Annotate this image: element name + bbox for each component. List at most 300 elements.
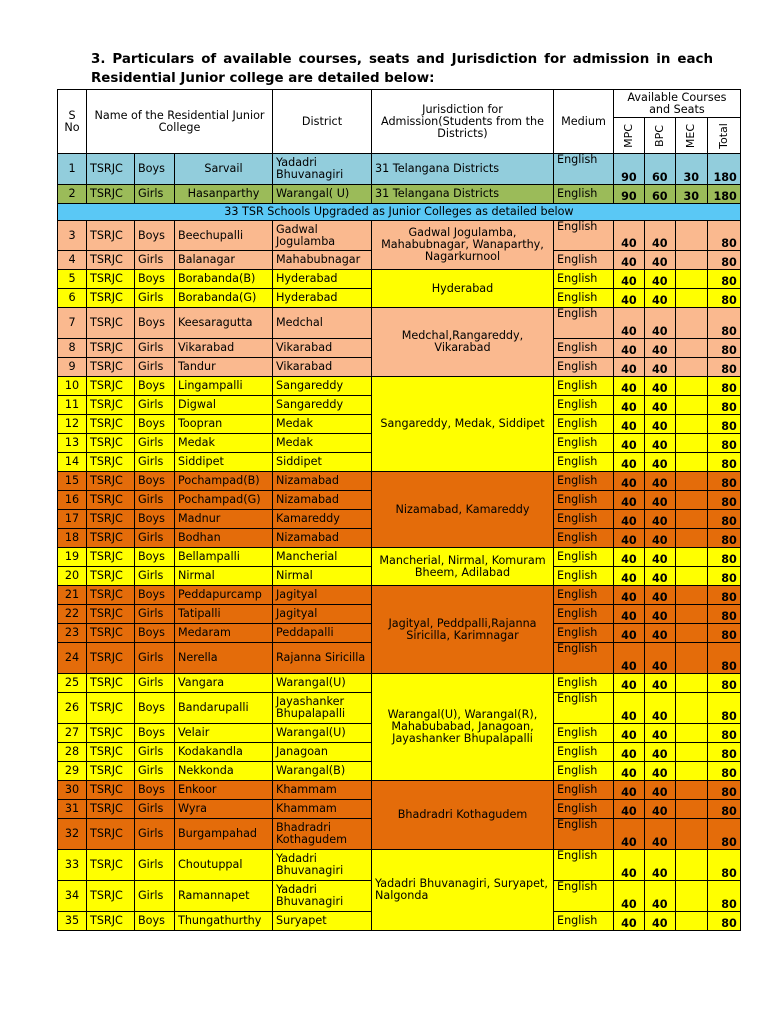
- cell-medium: English: [554, 881, 614, 912]
- cell-sno: 15: [58, 472, 87, 491]
- cell-mec: [675, 289, 707, 308]
- cell-medium: English: [554, 674, 614, 693]
- cell-district: Nirmal: [273, 567, 372, 586]
- cell-mec: [675, 434, 707, 453]
- cell-mpc: 40: [614, 510, 645, 529]
- cell-mpc: 40: [614, 472, 645, 491]
- cell-mpc: 40: [614, 358, 645, 377]
- cell-district: Warangal(U): [273, 674, 372, 693]
- table-row: [58, 270, 741, 289]
- cell-total: 80: [707, 221, 740, 251]
- cell-gender: Boys: [135, 724, 175, 743]
- cell-college-name: Siddipet: [175, 453, 273, 472]
- cell-sno: 16: [58, 491, 87, 510]
- cell-mec: [675, 453, 707, 472]
- cell-college-name: Bodhan: [175, 529, 273, 548]
- cell-college-name: Madnur: [175, 510, 273, 529]
- cell-medium: English: [554, 339, 614, 358]
- cell-college-name: Medaram: [175, 624, 273, 643]
- cell-bpc: 40: [644, 270, 675, 289]
- cell-sno: 29: [58, 762, 87, 781]
- cell-medium: English: [554, 221, 614, 251]
- cell-bpc: 40: [644, 881, 675, 912]
- table-row: [58, 781, 741, 800]
- cell-college-name: Vikarabad: [175, 339, 273, 358]
- header-available-courses: Available Courses and Seats: [614, 90, 741, 118]
- cell-total: 80: [707, 586, 740, 605]
- cell-bpc: 40: [644, 548, 675, 567]
- header-district: District: [273, 90, 372, 154]
- cell-jurisdiction: 31 Telangana Districts: [372, 154, 554, 185]
- cell-gender: Girls: [135, 185, 175, 204]
- cell-medium: English: [554, 434, 614, 453]
- cell-sno: 7: [58, 308, 87, 339]
- cell-college-name: Tatipalli: [175, 605, 273, 624]
- cell-mec: [675, 251, 707, 270]
- cell-mec: [675, 377, 707, 396]
- cell-bpc: 40: [644, 491, 675, 510]
- cell-jurisdiction: Sangareddy, Medak, Siddipet: [372, 377, 554, 472]
- cell-gender: Girls: [135, 643, 175, 674]
- cell-mpc: 40: [614, 881, 645, 912]
- cell-mpc: 40: [614, 548, 645, 567]
- cell-gender: Girls: [135, 529, 175, 548]
- cell-sno: 10: [58, 377, 87, 396]
- header-medium: Medium: [554, 90, 614, 154]
- cell-medium: English: [554, 185, 614, 204]
- cell-mec: [675, 491, 707, 510]
- cell-mpc: 40: [614, 743, 645, 762]
- cell-college-name: Nekkonda: [175, 762, 273, 781]
- cell-medium: English: [554, 743, 614, 762]
- cell-district: Nizamabad: [273, 491, 372, 510]
- cell-college-name: Hasanparthy: [175, 185, 273, 204]
- header-bpc: [644, 118, 675, 154]
- table-row: [58, 185, 741, 204]
- cell-type: TSRJC: [87, 548, 135, 567]
- cell-medium: English: [554, 548, 614, 567]
- cell-gender: Girls: [135, 251, 175, 270]
- cell-medium: English: [554, 510, 614, 529]
- cell-gender: Girls: [135, 605, 175, 624]
- cell-bpc: 40: [644, 724, 675, 743]
- cell-sno: 28: [58, 743, 87, 762]
- cell-jurisdiction: Yadadri Bhuvanagiri, Suryapet, Nalgonda: [372, 850, 554, 931]
- cell-medium: English: [554, 567, 614, 586]
- cell-college-name: Pochampad(B): [175, 472, 273, 491]
- cell-district: Janagoan: [273, 743, 372, 762]
- cell-sno: 4: [58, 251, 87, 270]
- cell-college-name: Ramannapet: [175, 881, 273, 912]
- cell-type: TSRJC: [87, 693, 135, 724]
- cell-gender: Boys: [135, 781, 175, 800]
- cell-mec: [675, 308, 707, 339]
- cell-gender: Boys: [135, 308, 175, 339]
- cell-mpc: 40: [614, 308, 645, 339]
- cell-district: Vikarabad: [273, 339, 372, 358]
- cell-total: 80: [707, 624, 740, 643]
- cell-district: Jagityal: [273, 586, 372, 605]
- cell-college-name: Digwal: [175, 396, 273, 415]
- cell-type: TSRJC: [87, 529, 135, 548]
- cell-district: Rajanna Siricilla: [273, 643, 372, 674]
- section-heading: 3. Particulars of available courses, seats and Jurisdiction for admission in each Residential Junior college are detailed below:: [91, 52, 713, 86]
- cell-mec: [675, 358, 707, 377]
- cell-gender: Girls: [135, 453, 175, 472]
- cell-jurisdiction: 31 Telangana Districts: [372, 185, 554, 204]
- cell-total: 80: [707, 643, 740, 674]
- cell-medium: English: [554, 724, 614, 743]
- cell-district: Mahabubnagar: [273, 251, 372, 270]
- cell-sno: 13: [58, 434, 87, 453]
- cell-district: Mancherial: [273, 548, 372, 567]
- cell-gender: Girls: [135, 850, 175, 881]
- cell-bpc: 40: [644, 781, 675, 800]
- cell-gender: Girls: [135, 358, 175, 377]
- cell-bpc: 40: [644, 453, 675, 472]
- cell-sno: 8: [58, 339, 87, 358]
- cell-mec: [675, 567, 707, 586]
- table-row: [58, 548, 741, 567]
- cell-medium: English: [554, 270, 614, 289]
- cell-sno: 21: [58, 586, 87, 605]
- cell-type: TSRJC: [87, 415, 135, 434]
- cell-gender: Girls: [135, 491, 175, 510]
- cell-gender: Girls: [135, 396, 175, 415]
- cell-college-name: Borabanda(G): [175, 289, 273, 308]
- cell-bpc: 40: [644, 624, 675, 643]
- cell-jurisdiction: Mancherial, Nirmal, Komuram Bheem, Adilabad: [372, 548, 554, 586]
- cell-gender: Girls: [135, 762, 175, 781]
- cell-mec: [675, 472, 707, 491]
- cell-medium: English: [554, 800, 614, 819]
- cell-total: 80: [707, 693, 740, 724]
- cell-mpc: 90: [614, 185, 645, 204]
- cell-bpc: 40: [644, 415, 675, 434]
- table-row: [58, 472, 741, 491]
- cell-bpc: 40: [644, 693, 675, 724]
- cell-total: 80: [707, 308, 740, 339]
- cell-total: 80: [707, 724, 740, 743]
- header-jurisdiction: Jurisdiction for Admission(Students from the Districts): [372, 90, 554, 154]
- cell-total: 180: [707, 154, 740, 185]
- cell-sno: 3: [58, 221, 87, 251]
- cell-sno: 31: [58, 800, 87, 819]
- cell-bpc: 40: [644, 762, 675, 781]
- cell-type: TSRJC: [87, 289, 135, 308]
- cell-type: TSRJC: [87, 912, 135, 931]
- cell-mec: [675, 912, 707, 931]
- cell-gender: Boys: [135, 270, 175, 289]
- cell-college-name: Nirmal: [175, 567, 273, 586]
- cell-bpc: 40: [644, 308, 675, 339]
- cell-sno: 30: [58, 781, 87, 800]
- cell-district: Gadwal Jogulamba: [273, 221, 372, 251]
- table-row: [58, 221, 741, 251]
- header-mec-label: MEC: [684, 123, 698, 148]
- cell-total: 80: [707, 548, 740, 567]
- cell-total: 80: [707, 358, 740, 377]
- header-total-label: Total: [716, 122, 730, 149]
- cell-mec: 30: [675, 154, 707, 185]
- cell-type: TSRJC: [87, 643, 135, 674]
- cell-total: 80: [707, 510, 740, 529]
- cell-type: TSRJC: [87, 624, 135, 643]
- cell-total: 80: [707, 472, 740, 491]
- cell-college-name: Pochampad(G): [175, 491, 273, 510]
- cell-college-name: Bellampalli: [175, 548, 273, 567]
- cell-sno: 27: [58, 724, 87, 743]
- cell-college-name: Medak: [175, 434, 273, 453]
- table-row: [58, 154, 741, 185]
- cell-mec: [675, 415, 707, 434]
- cell-sno: 22: [58, 605, 87, 624]
- cell-total: 80: [707, 881, 740, 912]
- cell-bpc: 40: [644, 221, 675, 251]
- cell-gender: Girls: [135, 800, 175, 819]
- cell-district: Hyderabad: [273, 289, 372, 308]
- cell-gender: Boys: [135, 624, 175, 643]
- cell-type: TSRJC: [87, 491, 135, 510]
- cell-medium: English: [554, 586, 614, 605]
- cell-district: Suryapet: [273, 912, 372, 931]
- cell-jurisdiction: Nizamabad, Kamareddy: [372, 472, 554, 548]
- cell-mec: [675, 819, 707, 850]
- cell-gender: Boys: [135, 548, 175, 567]
- header-mec: [675, 118, 707, 154]
- cell-mec: [675, 529, 707, 548]
- cell-total: 80: [707, 434, 740, 453]
- cell-bpc: 40: [644, 567, 675, 586]
- cell-bpc: 40: [644, 605, 675, 624]
- cell-gender: Boys: [135, 415, 175, 434]
- cell-mpc: 40: [614, 339, 645, 358]
- cell-total: 80: [707, 781, 740, 800]
- table-body: [58, 154, 741, 931]
- cell-bpc: 40: [644, 800, 675, 819]
- table-row: [58, 308, 741, 339]
- cell-medium: English: [554, 912, 614, 931]
- cell-sno: 1: [58, 154, 87, 185]
- cell-medium: English: [554, 154, 614, 185]
- cell-medium: English: [554, 624, 614, 643]
- cell-gender: Boys: [135, 693, 175, 724]
- cell-mpc: 40: [614, 396, 645, 415]
- cell-gender: Boys: [135, 154, 175, 185]
- cell-district: Medchal: [273, 308, 372, 339]
- cell-sno: 34: [58, 881, 87, 912]
- cell-total: 180: [707, 185, 740, 204]
- cell-type: TSRJC: [87, 586, 135, 605]
- cell-medium: English: [554, 453, 614, 472]
- cell-medium: English: [554, 693, 614, 724]
- cell-district: Yadadri Bhuvanagiri: [273, 154, 372, 185]
- cell-total: 80: [707, 453, 740, 472]
- cell-mpc: 40: [614, 453, 645, 472]
- cell-college-name: Keesaragutta: [175, 308, 273, 339]
- cell-college-name: Balanagar: [175, 251, 273, 270]
- cell-mpc: 40: [614, 693, 645, 724]
- cell-type: TSRJC: [87, 674, 135, 693]
- cell-medium: English: [554, 762, 614, 781]
- cell-college-name: Bandarupalli: [175, 693, 273, 724]
- cell-district: Medak: [273, 434, 372, 453]
- cell-sno: 25: [58, 674, 87, 693]
- cell-total: 80: [707, 800, 740, 819]
- cell-type: TSRJC: [87, 724, 135, 743]
- cell-medium: English: [554, 850, 614, 881]
- cell-sno: 33: [58, 850, 87, 881]
- cell-sno: 18: [58, 529, 87, 548]
- cell-sno: 14: [58, 453, 87, 472]
- cell-college-name: Beechupalli: [175, 221, 273, 251]
- cell-gender: Girls: [135, 567, 175, 586]
- cell-sno: 5: [58, 270, 87, 289]
- colleges-table: [57, 89, 741, 931]
- cell-mpc: 40: [614, 819, 645, 850]
- cell-total: 80: [707, 762, 740, 781]
- cell-mec: 30: [675, 185, 707, 204]
- cell-mec: [675, 781, 707, 800]
- cell-mpc: 40: [614, 221, 645, 251]
- header-bpc-label: BPC: [652, 124, 666, 147]
- cell-sno: 32: [58, 819, 87, 850]
- cell-type: TSRJC: [87, 453, 135, 472]
- banner-row: [58, 204, 741, 221]
- cell-district: Warangal( U): [273, 185, 372, 204]
- cell-bpc: 60: [644, 154, 675, 185]
- cell-district: Yadadri Bhuvanagiri: [273, 850, 372, 881]
- cell-district: Sangareddy: [273, 377, 372, 396]
- cell-bpc: 40: [644, 819, 675, 850]
- cell-mpc: 40: [614, 415, 645, 434]
- cell-mec: [675, 881, 707, 912]
- cell-type: TSRJC: [87, 819, 135, 850]
- cell-medium: English: [554, 781, 614, 800]
- cell-mpc: 90: [614, 154, 645, 185]
- cell-college-name: Vangara: [175, 674, 273, 693]
- cell-district: Sangareddy: [273, 396, 372, 415]
- cell-type: TSRJC: [87, 850, 135, 881]
- cell-district: Khammam: [273, 800, 372, 819]
- cell-mec: [675, 548, 707, 567]
- cell-district: Warangal(U): [273, 724, 372, 743]
- cell-total: 80: [707, 289, 740, 308]
- cell-college-name: Sarvail: [175, 154, 273, 185]
- cell-type: TSRJC: [87, 396, 135, 415]
- cell-mpc: 40: [614, 800, 645, 819]
- cell-type: TSRJC: [87, 510, 135, 529]
- cell-total: 80: [707, 912, 740, 931]
- cell-sno: 2: [58, 185, 87, 204]
- cell-mec: [675, 339, 707, 358]
- cell-bpc: 40: [644, 850, 675, 881]
- cell-college-name: Nerella: [175, 643, 273, 674]
- cell-gender: Boys: [135, 586, 175, 605]
- cell-college-name: Tandur: [175, 358, 273, 377]
- cell-bpc: 40: [644, 472, 675, 491]
- cell-total: 80: [707, 529, 740, 548]
- cell-district: Yadadri Bhuvanagiri: [273, 881, 372, 912]
- cell-district: Jagityal: [273, 605, 372, 624]
- cell-district: Khammam: [273, 781, 372, 800]
- cell-mec: [675, 762, 707, 781]
- cell-bpc: 40: [644, 339, 675, 358]
- cell-total: 80: [707, 339, 740, 358]
- cell-college-name: Enkoor: [175, 781, 273, 800]
- cell-district: Peddapalli: [273, 624, 372, 643]
- cell-gender: Girls: [135, 434, 175, 453]
- cell-mpc: 40: [614, 434, 645, 453]
- cell-gender: Girls: [135, 674, 175, 693]
- cell-mpc: 40: [614, 491, 645, 510]
- cell-mpc: 40: [614, 781, 645, 800]
- cell-sno: 23: [58, 624, 87, 643]
- cell-type: TSRJC: [87, 762, 135, 781]
- cell-type: TSRJC: [87, 881, 135, 912]
- cell-mpc: 40: [614, 850, 645, 881]
- cell-medium: English: [554, 605, 614, 624]
- cell-college-name: Thungathurthy: [175, 912, 273, 931]
- cell-mec: [675, 643, 707, 674]
- cell-mec: [675, 270, 707, 289]
- header-sno: S No: [58, 90, 87, 154]
- table-row: [58, 377, 741, 396]
- cell-mpc: 40: [614, 605, 645, 624]
- cell-college-name: Peddapurcamp: [175, 586, 273, 605]
- cell-total: 80: [707, 743, 740, 762]
- cell-mpc: 40: [614, 289, 645, 308]
- cell-medium: English: [554, 529, 614, 548]
- cell-gender: Girls: [135, 339, 175, 358]
- cell-total: 80: [707, 270, 740, 289]
- cell-type: TSRJC: [87, 605, 135, 624]
- header-college-name: Name of the Residential Junior College: [87, 90, 273, 154]
- cell-district: Vikarabad: [273, 358, 372, 377]
- cell-type: TSRJC: [87, 358, 135, 377]
- cell-mpc: 40: [614, 567, 645, 586]
- cell-district: Siddipet: [273, 453, 372, 472]
- cell-mpc: 40: [614, 251, 645, 270]
- cell-type: TSRJC: [87, 154, 135, 185]
- cell-jurisdiction: Hyderabad: [372, 270, 554, 308]
- cell-mpc: 40: [614, 624, 645, 643]
- cell-type: TSRJC: [87, 251, 135, 270]
- cell-gender: Girls: [135, 881, 175, 912]
- cell-type: TSRJC: [87, 308, 135, 339]
- cell-sno: 19: [58, 548, 87, 567]
- cell-sno: 17: [58, 510, 87, 529]
- cell-college-name: Kodakandla: [175, 743, 273, 762]
- cell-bpc: 40: [644, 743, 675, 762]
- cell-jurisdiction: Jagityal, Peddpalli,Rajanna Siricilla, Karimnagar: [372, 586, 554, 674]
- cell-mpc: 40: [614, 270, 645, 289]
- cell-medium: English: [554, 472, 614, 491]
- cell-mpc: 40: [614, 762, 645, 781]
- cell-district: Medak: [273, 415, 372, 434]
- cell-gender: Girls: [135, 819, 175, 850]
- cell-gender: Boys: [135, 472, 175, 491]
- cell-type: TSRJC: [87, 270, 135, 289]
- cell-mpc: 40: [614, 643, 645, 674]
- cell-medium: English: [554, 396, 614, 415]
- cell-type: TSRJC: [87, 800, 135, 819]
- header-total: [707, 118, 740, 154]
- cell-sno: 24: [58, 643, 87, 674]
- cell-sno: 6: [58, 289, 87, 308]
- cell-medium: English: [554, 415, 614, 434]
- cell-jurisdiction: Gadwal Jogulamba, Mahabubnagar, Wanaparthy, Nagarkurnool: [372, 221, 554, 270]
